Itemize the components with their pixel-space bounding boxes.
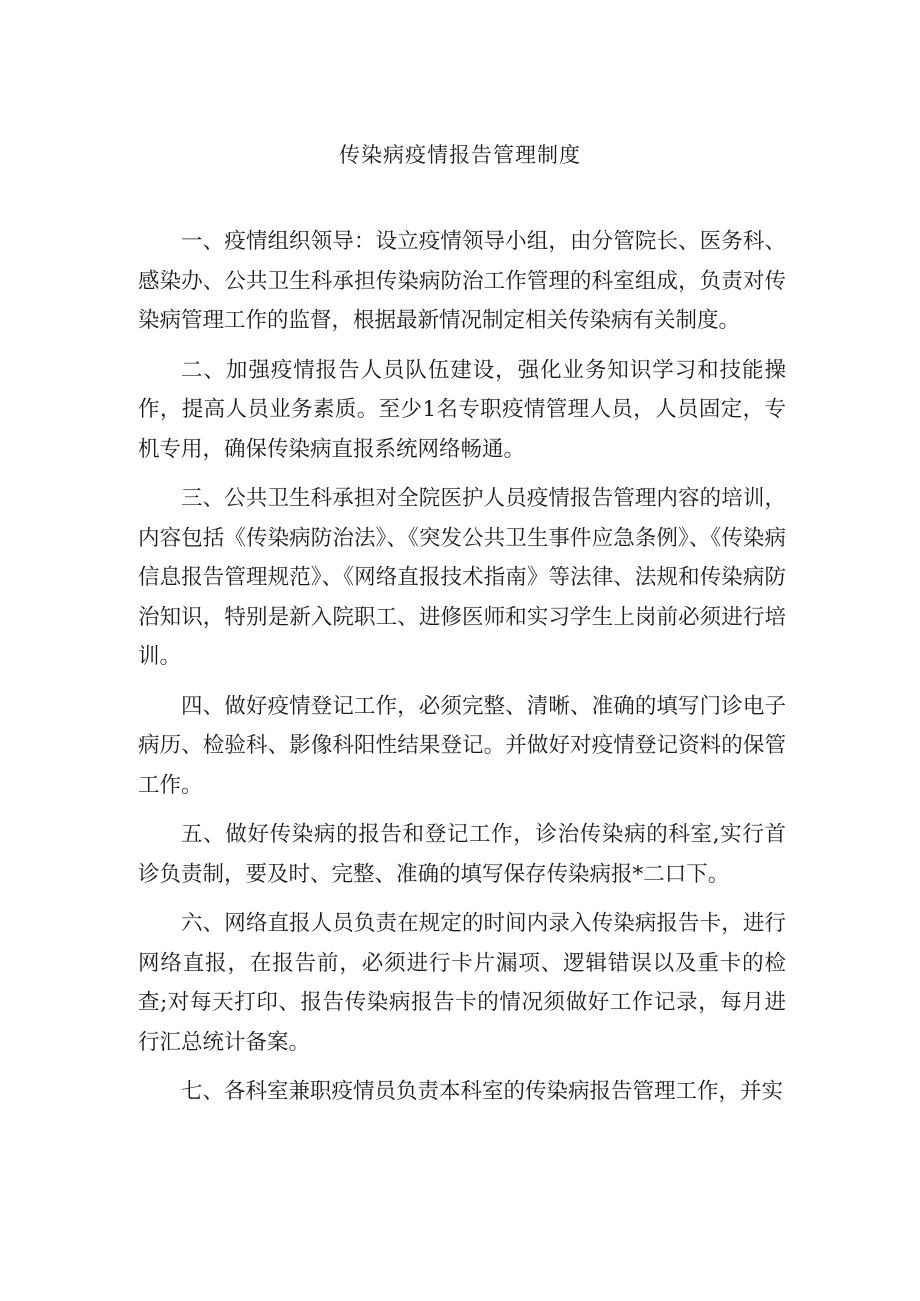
document-title: 传染病疫情报告管理制度 <box>339 143 581 167</box>
paragraph-3: 三、公共卫生科承担对全院医护人员疫情报告管理内容的培训，内容包括《传染病防治法》、《突发公共卫生事件应急条例》、《传染病信息报告管理规范》、《网络直报技术指南》等法律、法规和传染病防治知识，特别是新入院职工、进修医师和实习学生上岗前必须进行培训。 <box>138 486 786 669</box>
paragraph-1: 一、疫情组织领导：设立疫情领导小组，由分管院长、医务科、感染办、公共卫生科承担传染病防治工作管理的科室组成，负责对传染病管理工作的监督，根据最新情况制定相关传染病有关制度。 <box>138 229 786 333</box>
paragraph-6: 六、网络直报人员负责在规定的时间内录入传染病报告卡，进行网络直报，在报告前，必须进行卡片漏项、逻辑错误以及重卡的检查;对每天打印、报告传染病报告卡的情况须做好工作记录，每月进行汇总统计备案。 <box>138 911 786 1055</box>
document-body <box>138 222 786 1122</box>
paragraph-2: 二、加强疫情报告人员队伍建设，强化业务知识学习和技能操作，提高人员业务素质。至少1名专职疫情管理人员，人员固定，专机专用，确保传染病直报系统网络畅通。 <box>138 357 786 462</box>
paragraph-5: 五、做好传染病的报告和登记工作，诊治传染病的科室,实行首诊负责制，要及时、完整、准确的填写保存传染病报*二口下。 <box>138 822 786 887</box>
paragraph-7: 七、各科室兼职疫情员负责本科室的传染病报告管理工作，并实 <box>181 1079 784 1104</box>
paragraph-4: 四、做好疫情登记工作，必须完整、清晰、准确的填写门诊电子病历、检验科、影像科阳性结果登记。并做好对疫情登记资料的保管工作。 <box>138 693 786 798</box>
